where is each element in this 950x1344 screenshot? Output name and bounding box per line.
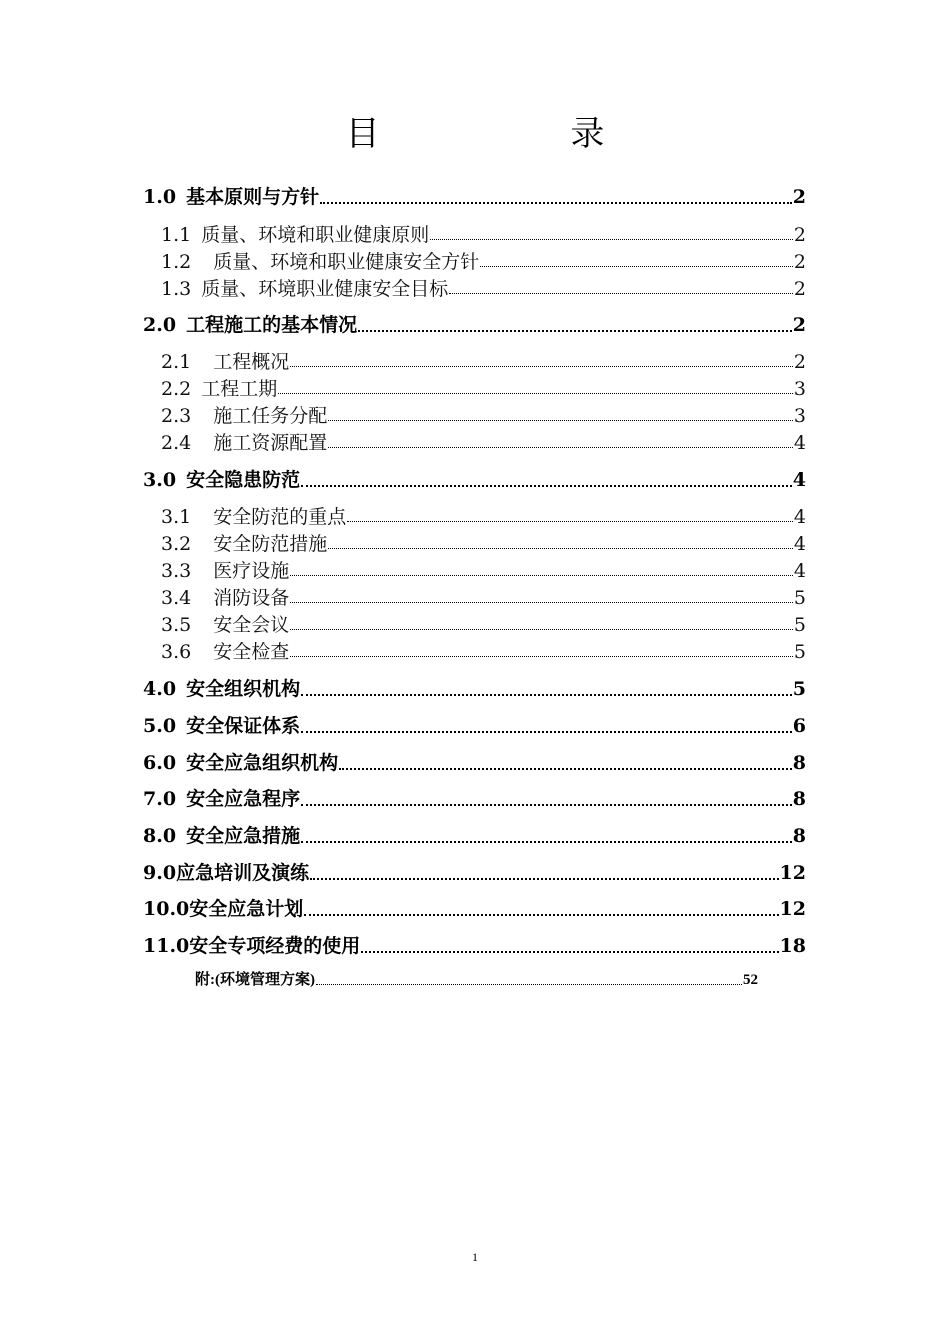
- toc-page-number: 2: [793, 351, 806, 373]
- toc-entry-3-4[interactable]: [161, 583, 806, 609]
- toc-leader: [278, 393, 793, 394]
- toc-leader: [328, 420, 793, 421]
- toc-entry-2-2[interactable]: [161, 374, 806, 400]
- toc-entry-appendix[interactable]: [195, 968, 758, 990]
- toc-label: 消防设备: [213, 587, 290, 609]
- toc-page-number: 5: [793, 614, 806, 636]
- toc-number: 2.2: [161, 378, 192, 400]
- toc-label: 安全检查: [213, 641, 290, 663]
- toc-leader: [301, 485, 792, 487]
- toc-leader: [290, 366, 793, 367]
- toc-number: 5.0: [143, 715, 177, 737]
- toc-label: 质量、环境和职业健康原则: [201, 224, 430, 246]
- toc-leader: [358, 330, 792, 332]
- toc-entry-10-0[interactable]: [143, 894, 806, 922]
- toc-page-number: 8: [792, 752, 806, 774]
- toc-entry-3-6[interactable]: [161, 637, 806, 663]
- toc-page-number: 4: [793, 432, 806, 454]
- toc-number: 2.1: [161, 351, 192, 373]
- toc-leader: [290, 575, 793, 576]
- toc-page-number: 6: [792, 715, 806, 737]
- toc-leader: [320, 202, 792, 204]
- toc-leader: [430, 239, 793, 240]
- toc-entry-2-4[interactable]: [161, 428, 806, 454]
- toc-page-number: 3: [793, 378, 806, 400]
- toc-entry-3-3[interactable]: [161, 556, 806, 582]
- toc-page-number: 2: [793, 251, 806, 273]
- toc-label: 质量、环境职业健康安全目标: [201, 278, 449, 300]
- toc-leader: [310, 878, 778, 880]
- toc-page-number: 4: [793, 533, 806, 555]
- toc-page-number: 5: [792, 678, 806, 700]
- toc-leader: [328, 447, 793, 448]
- toc-entry-1-3[interactable]: [161, 274, 806, 300]
- toc-page-number: 2: [792, 186, 806, 208]
- toc-entry-3-0[interactable]: [143, 465, 806, 493]
- toc-leader: [480, 266, 793, 267]
- toc-entry-1-0[interactable]: [143, 182, 806, 210]
- toc-entry-9-0[interactable]: [143, 858, 806, 886]
- toc-number: 2.0: [143, 314, 177, 336]
- toc-page-number: 5: [793, 641, 806, 663]
- toc-leader: [301, 731, 792, 733]
- toc-number: 1.1: [161, 224, 192, 246]
- toc-number: 2.3: [161, 405, 192, 427]
- toc-label: 安全隐患防范: [186, 469, 301, 491]
- toc-entry-2-0[interactable]: [143, 310, 806, 338]
- toc-leader: [301, 694, 792, 696]
- toc-page-number: 8: [792, 825, 806, 847]
- toc-label: 安全专项经费的使用: [189, 935, 361, 957]
- toc-number: 4.0: [143, 678, 177, 700]
- toc-leader: [301, 841, 792, 843]
- toc-number: 1.2: [161, 251, 192, 273]
- toc-page-number: 18: [779, 935, 806, 957]
- toc-number: 3.4: [161, 587, 192, 609]
- toc-leader: [328, 548, 793, 549]
- toc-leader: [449, 293, 793, 294]
- toc-entry-2-1[interactable]: [161, 347, 806, 373]
- toc-leader: [290, 602, 793, 603]
- toc-number: 1.0: [143, 186, 177, 208]
- toc-number: 10.0: [143, 898, 190, 920]
- toc-entry-2-3[interactable]: [161, 401, 806, 427]
- toc-entry-8-0[interactable]: [143, 821, 806, 849]
- toc-entry-7-0[interactable]: [143, 784, 806, 812]
- toc-label: 安全会议: [213, 614, 290, 636]
- toc-entry-6-0[interactable]: [143, 748, 806, 776]
- toc-number: 6.0: [143, 752, 177, 774]
- toc-leader: [347, 521, 793, 522]
- toc-page-number: 4: [793, 560, 806, 582]
- toc-number: 3.3: [161, 560, 192, 582]
- toc-page-number: 2: [793, 278, 806, 300]
- toc-label: 基本原则与方针: [186, 186, 320, 208]
- toc-page-number: 52: [743, 972, 758, 988]
- toc-number: 2.4: [161, 432, 192, 454]
- toc-number: 9.0: [143, 862, 177, 884]
- toc-number: 7.0: [143, 788, 177, 810]
- toc-entry-11-0[interactable]: [143, 931, 806, 959]
- toc-label: 安全防范的重点: [213, 506, 347, 528]
- toc-label: 医疗设施: [213, 560, 290, 582]
- toc-label: 质量、环境和职业健康安全方针: [213, 251, 480, 273]
- toc-label: 安全组织机构: [186, 678, 301, 700]
- toc-page-number: 4: [792, 469, 806, 491]
- toc-label: 应急培训及演练: [176, 862, 310, 884]
- toc-entry-1-2[interactable]: [161, 247, 806, 273]
- toc-label: 安全应急程序: [186, 788, 301, 810]
- toc-page-number: 8: [792, 788, 806, 810]
- toc-number: 1.3: [161, 278, 192, 300]
- toc-label: 施工资源配置: [213, 432, 328, 454]
- toc-label: 工程概况: [213, 351, 290, 373]
- toc-page-number: 5: [793, 587, 806, 609]
- toc-leader: [304, 914, 778, 916]
- toc-number: 8.0: [143, 825, 177, 847]
- page-title: 目 录: [345, 114, 695, 154]
- toc-page-number: 2: [792, 314, 806, 336]
- toc-entry-3-5[interactable]: [161, 610, 806, 636]
- toc-label: 工程施工的基本情况: [186, 314, 358, 336]
- toc-number: 3.0: [143, 469, 177, 491]
- toc-entry-4-0[interactable]: [143, 674, 806, 702]
- toc-label: 安全防范措施: [213, 533, 328, 555]
- toc-leader: [316, 984, 742, 985]
- toc-leader: [301, 804, 792, 806]
- toc-entry-5-0[interactable]: [143, 711, 806, 739]
- toc-leader: [339, 768, 792, 770]
- toc-entry-3-1[interactable]: [161, 502, 806, 528]
- toc-page-number: 2: [793, 224, 806, 246]
- toc-number: 3.2: [161, 533, 192, 555]
- toc-label: 安全应急组织机构: [186, 752, 339, 774]
- toc-label: 附:(环境管理方案): [195, 972, 315, 988]
- toc-label: 安全应急计划: [189, 898, 304, 920]
- toc-label: 工程工期: [201, 378, 278, 400]
- toc-leader: [361, 951, 778, 953]
- toc-leader: [290, 629, 793, 630]
- toc-label: 安全应急措施: [186, 825, 301, 847]
- toc-number: 3.6: [161, 641, 192, 663]
- toc-leader: [290, 656, 793, 657]
- toc-number: 3.5: [161, 614, 192, 636]
- toc-number: 11.0: [143, 935, 190, 957]
- toc-label: 施工任务分配: [213, 405, 328, 427]
- toc-entry-3-2[interactable]: [161, 529, 806, 555]
- toc-entry-1-1[interactable]: [161, 220, 806, 246]
- toc-page-number: 12: [779, 862, 806, 884]
- toc-label: 安全保证体系: [186, 715, 301, 737]
- toc-number: 3.1: [161, 506, 192, 528]
- toc-page-number: 3: [793, 405, 806, 427]
- toc-page-number: 12: [779, 898, 806, 920]
- footer-page-number: 1: [472, 1250, 478, 1264]
- toc-page-number: 4: [793, 506, 806, 528]
